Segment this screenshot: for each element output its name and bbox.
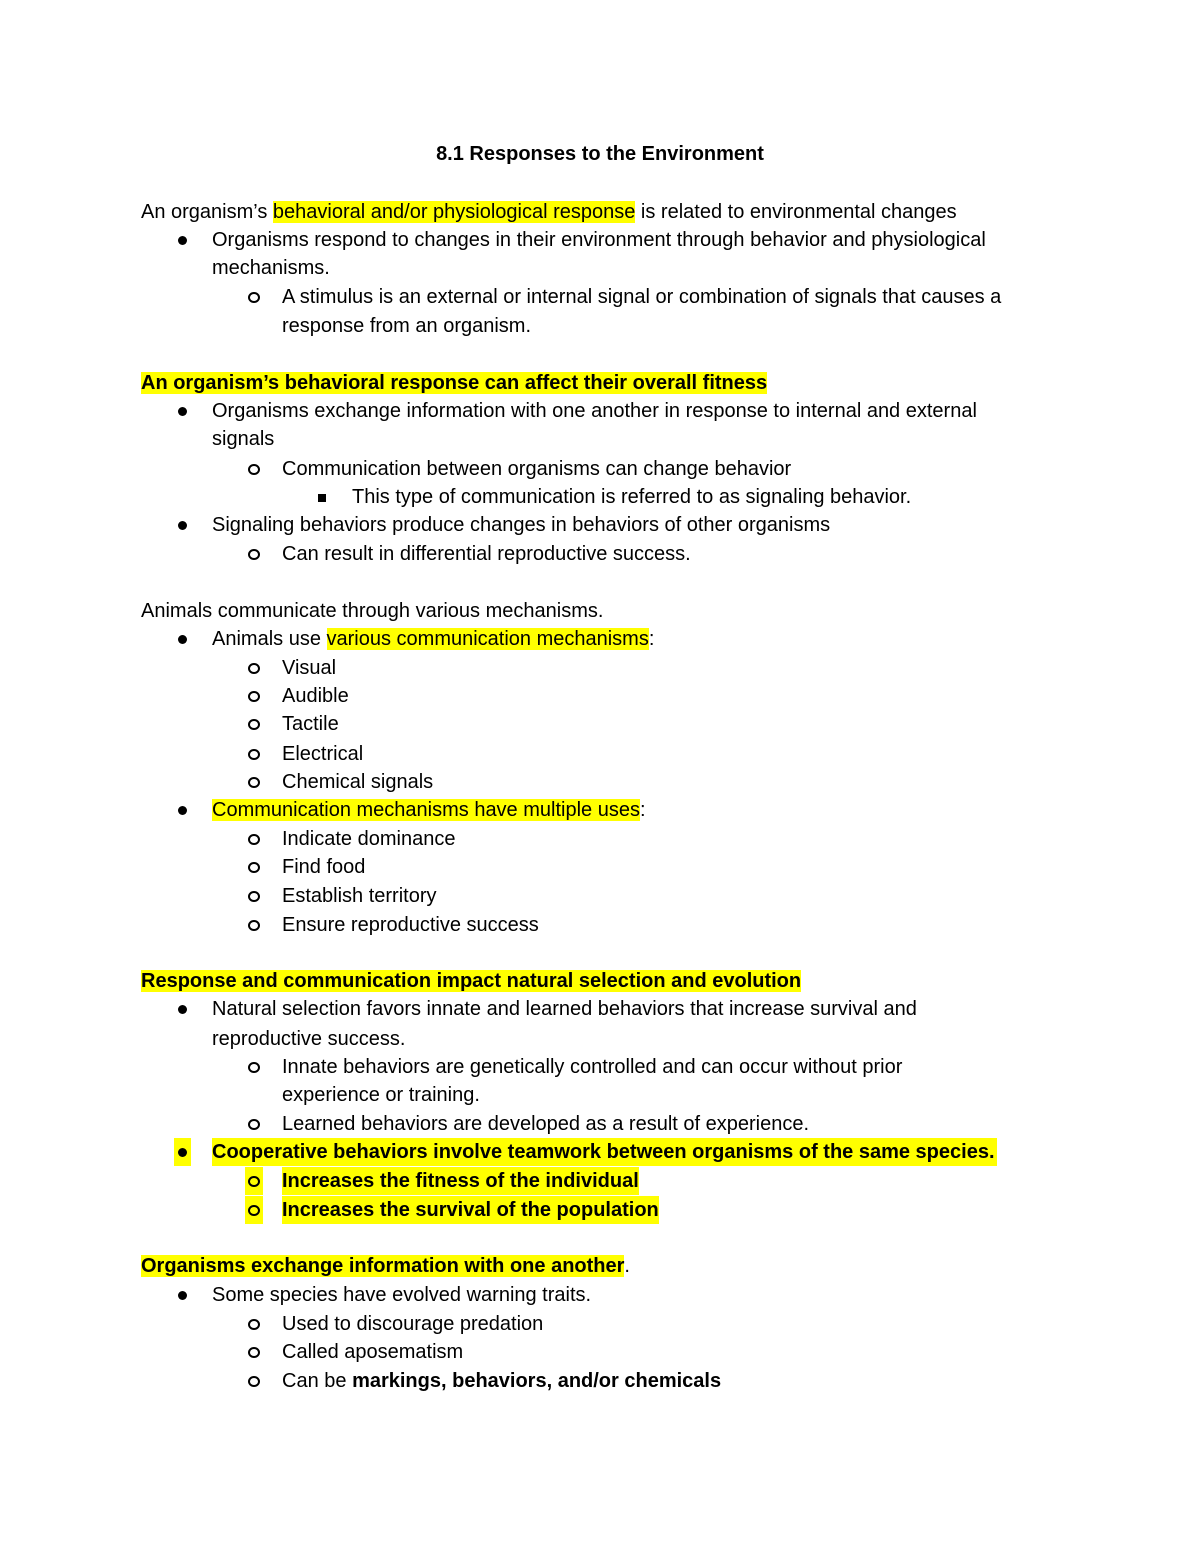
highlight-text: Communication mechanisms have multiple uses bbox=[212, 799, 640, 821]
bullet-circle-icon bbox=[248, 540, 260, 568]
section3-intro: Animals communicate through various mechanisms. bbox=[141, 600, 604, 622]
bullet-circle-icon bbox=[248, 825, 260, 853]
section2-heading: An organism’s behavioral response can affect their overall fitness bbox=[141, 372, 768, 394]
bullet-circle-icon bbox=[248, 1053, 260, 1081]
bullet-circle-icon bbox=[248, 710, 260, 738]
section4-heading: Response and communication impact natural selection and evolution bbox=[141, 970, 802, 992]
bullet-circle-icon bbox=[248, 654, 260, 682]
bullet-dot-icon bbox=[178, 796, 187, 824]
bullet-circle-icon bbox=[245, 1196, 263, 1224]
highlight-text: various communication mechanisms bbox=[326, 628, 649, 650]
highlight-text: behavioral and/or physiological response bbox=[272, 201, 636, 223]
bullet-circle-icon bbox=[248, 1338, 260, 1366]
section1-intro: An organism’s behavioral and/or physiological response is related to environmental changes bbox=[141, 201, 957, 223]
bullet-circle-icon bbox=[248, 1110, 260, 1138]
bullet-dot-icon bbox=[178, 995, 187, 1023]
bullet-circle-icon bbox=[248, 882, 260, 910]
bullet-dot-icon bbox=[178, 511, 187, 539]
document-page: 8.1 Responses to the Environment An organism’s behavioral and/or physiological response is related to environmental changes Organisms respond to changes in their environment through behavior and physiological mechanisms. A stimulus is an external or internal signal or combination of signals that causes a response from an organism. An organism’s behavioral response can affect their overall fitness Organisms exchange information with one another in response to internal and external signals Communication between organisms can change behavior This type of communication is referred to as signaling behavior. Signaling behaviors produce changes in behaviors of other organisms Can result in differential reproductive success. Animals communicate through various mechanisms. Animals use various communication mechanisms: Visual Audible Tactile Electrical Chemical signals Communication mechanisms have multiple uses: Indicate dominance Find food Establish territory Ensure reproductive success Response and communication impact natural selection and evolution Natural selection favors innate and learned behaviors that increase survival and reproductive success. Innate behaviors are genetically controlled and can occur without prior experience or training. Learned behaviors are developed as a result of experience. Cooperative behaviors involve teamwork between organisms of the same species. Increases the fitness of the individual Increases the survival of the population Organisms exchange information with one another. Some species have evolved warning traits. Used to discourage predation Called aposematism Can be markings, behaviors, and/or chemicals bbox=[0, 0, 1200, 1553]
page-title: 8.1 Responses to the Environment bbox=[436, 143, 764, 165]
bullet-circle-icon bbox=[248, 682, 260, 710]
bullet-circle-icon bbox=[248, 911, 260, 939]
bullet-circle-icon bbox=[245, 1167, 263, 1195]
bullet-square-icon bbox=[318, 483, 326, 511]
bullet-circle-icon bbox=[248, 1310, 260, 1338]
bullet-circle-icon bbox=[248, 1367, 260, 1395]
bullet-dot-icon bbox=[174, 1138, 191, 1166]
bullet-circle-icon bbox=[248, 768, 260, 796]
bullet-dot-icon bbox=[178, 226, 187, 254]
bullet-circle-icon bbox=[248, 455, 260, 483]
bullet-circle-icon bbox=[248, 853, 260, 881]
bullet-circle-icon bbox=[248, 740, 260, 768]
bullet-dot-icon bbox=[178, 397, 187, 425]
bullet-circle-icon bbox=[248, 283, 260, 311]
section5-heading: Organisms exchange information with one another. bbox=[141, 1255, 630, 1277]
bullet-dot-icon bbox=[178, 625, 187, 653]
bullet-dot-icon bbox=[178, 1281, 187, 1309]
